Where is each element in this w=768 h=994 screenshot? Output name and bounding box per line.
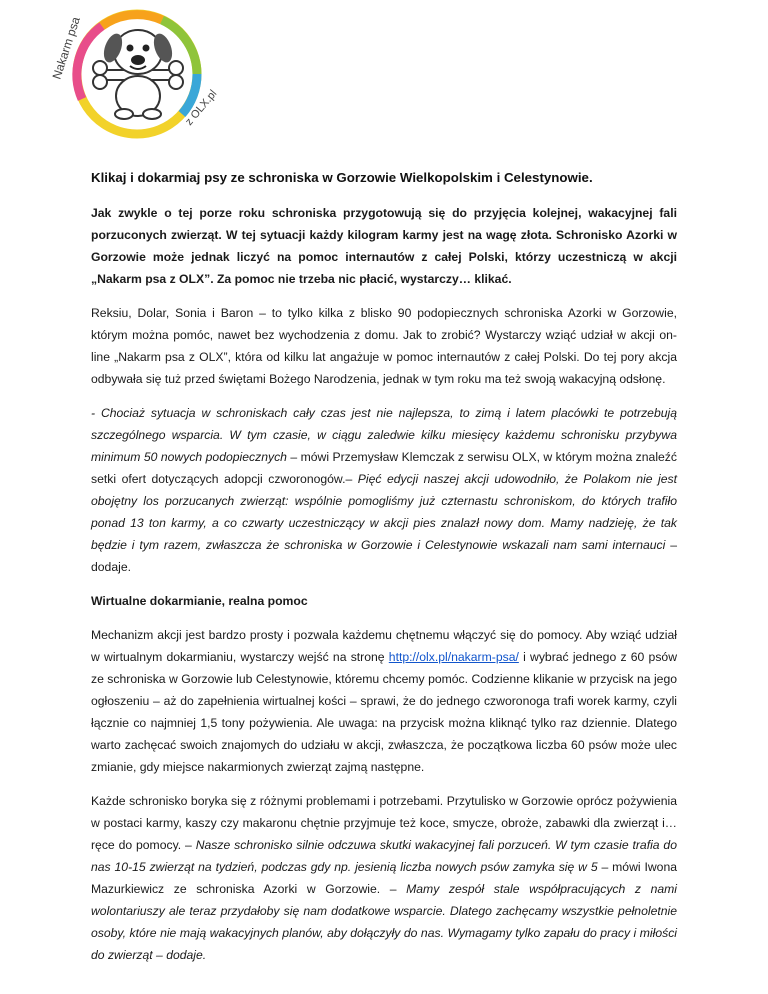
paragraph-4 — [91, 790, 677, 966]
olx-nakarm-psa-link[interactable]: http://olx.pl/nakarm-psa/ — [388, 650, 519, 664]
logo-text-right: z OLX.pl — [183, 87, 220, 128]
article-title: Klikaj i dokarmiaj psy ze schroniska w Gorzowie Wielkopolskim i Celestynowie. — [91, 170, 593, 185]
paragraph-1: Reksiu, Dolar, Sonia i Baron – to tylko kilka z blisko 90 podopiecznych schroniska Azorki w Gorzowie, którym można pomóc, nawet bez wychodzenia z domu. Jak to zrobić? Wystarczy wziąć udział w akcji on-line „Nakarm psa z OLX”, która od kilku lat angażuje w pomoc internautów z całej Polski. Do tej pory akcja odbywała się tuż przed świętami Bożego Narodzenia, jednak w tym roku ma też swoją wakacyjną odsłonę. — [91, 306, 677, 386]
paragraph-4-start: Każde schronisko boryka się z różnymi problemami i potrzebami. Przytulisko w Gorzowie oprócz pożywienia w postaci karmy, kaszy czy makaronu chętnie przyjmuje też koce, smycze, obroże, zabawki dla zwierząt i… ręce do pomocy. – — [91, 794, 677, 852]
quote-1: - Chociaż sytuacja w schroniskach cały czas jest nie najlepsza, to zimą i latem placówki te potrzebują szczególnego wsparcia. W tym czasie, w ciągu zaledwie kilku miesięcy każdemu schronisku przybywa minimum 50 nowych podopiecznych — [91, 406, 677, 464]
lead-paragraph: Jak zwykle o tej porze roku schroniska przygotowują się do przyjęcia kolejnej, wakacyjnej fali porzuconych zwierząt. W tej sytuacji każdy kilogram karmy jest na wagę złota. Schronisko Azorki w Gorzowie może jednak liczyć na pomoc internautów z całej Polski, którzy uczestniczą w akcji „Nakarm psa z OLX”. Za pomoc nie trzeba nic płacić, wystarczy… klikać. — [91, 206, 677, 286]
logo-text-left: Nakarm psa — [49, 15, 83, 81]
paragraph-2 — [91, 402, 677, 578]
quote-4: Mamy zespół stale współpracujących z nami wolontariuszy ale teraz przydałoby się nam dodatkowe wsparcie. Dlatego zachęcamy wszystkie pełnoletnie osoby, które nie mają wakacyjnych planów, aby dołączyły do nas. Wymagamy tylko zapału do pracy i miłości do zwierząt – dodaje. — [91, 882, 677, 962]
quote-3: Nasze schronisko silnie odczuwa skutki wakacyjnej fali porzuceń. W tym czasie trafia do nas 10-15 zwierząt na tydzień, podczas gdy np. jesienią liczba nowych psów zamyka się w 5 — [91, 838, 677, 874]
article — [91, 168, 677, 978]
quote-attribution: – mówi Przemysław Klemczak z serwisu OLX, w którym można znaleźć setki ofert dotyczących adopcji czworonogów.– — [91, 450, 677, 486]
section-heading: Wirtualne dokarmianie, realna pomoc — [91, 594, 308, 608]
quote-2: Pięć edycji naszej akcji udowodniło, że Polakom nie jest obojętny los porzucanych zwierząt: wspólnie pomogliśmy już czternastu schroniskom, do których trafiło ponad 13 ton karmy, a co czwarty uczestniczący w akcji pies znalazł nowy dom. Mamy nadzieję, że tak będzie i tym razem, zwłaszcza że schroniska w Gorzowie i Celestynowie wskazali nam sami internauci — [91, 472, 677, 552]
paragraph-3-start: Mechanizm akcji jest bardzo prosty i pozwala każdemu chętnemu włączyć się do pomocy. Aby wziąć udział w wirtualnym dokarmianiu, wystarczy wejść na stronę — [91, 628, 677, 664]
quote-3-attribution: – mówi Iwona Mazurkiewicz ze schroniska Azorki w Gorzowie. – — [91, 860, 677, 896]
paragraph-3-end: i wybrać jednego z 60 psów ze schroniska w Gorzowie lub Celestynowie, któremu chcemy pomóc. Codzienne klikanie w przycisk na jego ogłoszeniu – aż do zapełnienia wirtualnej kości – sprawi, że do jednego czworonoga trafi worek karmy, czyli łącznie co najmniej 1,5 tony pożywienia. Ale uwaga: na przycisk można kliknąć tylko raz dziennie. Dlatego warto zachęcać swoich znajomych do udziału w akcji, zwłaszcza, że początkowa liczba 60 psów może ulec zmianie, gdy miejsce nakarmionych zwierząt zajmą następne. — [91, 650, 677, 774]
paragraph-3 — [91, 624, 677, 778]
quote-end: – dodaje. — [91, 538, 677, 574]
nakarm-psa-logo — [42, 4, 227, 152]
